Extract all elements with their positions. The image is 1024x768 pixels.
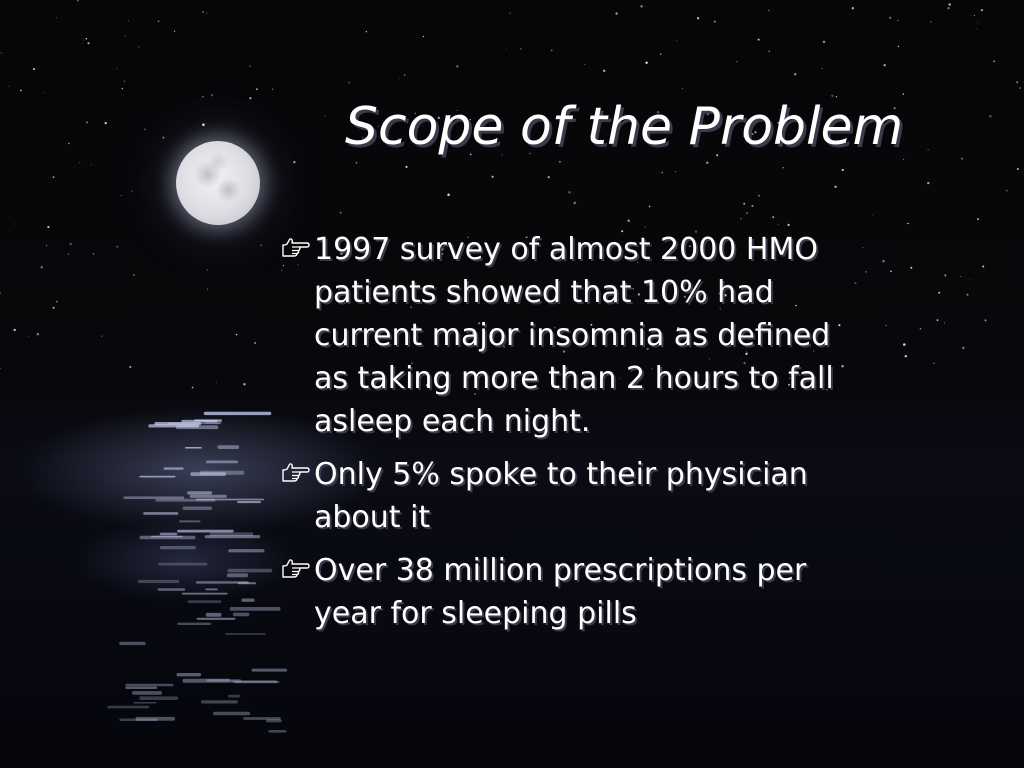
star [144,128,146,130]
star [20,90,22,92]
star [938,292,940,294]
star [87,42,89,44]
moon-reflection-streak [218,445,240,449]
star [56,17,57,18]
moon-reflection-streak [143,512,178,515]
moon-reflection-streak [168,423,220,425]
star [0,292,1,294]
star [356,162,358,164]
star [47,226,49,228]
star [768,10,769,11]
moon-reflection-streak [179,520,201,522]
moon-reflection-streak [188,600,222,603]
star [56,301,57,302]
moon-reflection-streak [139,476,175,478]
star [982,265,984,267]
bullet-line: asleep each night. [314,404,591,439]
star [206,12,207,13]
star [404,74,406,76]
moon-reflection-streak [138,580,180,583]
moon-reflection-streak [252,669,288,672]
star [29,336,30,337]
star [131,191,133,193]
moon-reflection-streak [160,546,196,549]
moon-reflection-streak [194,419,222,421]
star [236,334,238,336]
star [714,21,716,23]
star [40,266,43,269]
star [823,41,825,43]
star [948,3,951,6]
star [927,182,929,184]
moon-reflection-streak [266,719,282,722]
star [603,70,605,72]
star [68,143,70,145]
moon-reflection-streak [133,702,156,704]
moon-reflection-streak [185,447,202,449]
star [981,9,983,11]
star [697,17,699,19]
star [37,333,39,335]
bullet-line: Only 5% spoke to their physician [314,457,808,492]
star [751,205,753,207]
star [676,40,677,41]
star [976,28,977,29]
star [423,36,424,37]
star [366,31,367,32]
moon-reflection-streak [158,588,186,590]
star [202,123,205,126]
star [649,206,651,208]
star [86,121,88,123]
star [769,51,770,52]
star [898,46,899,47]
star [993,61,995,63]
star [872,215,873,216]
moon-reflection-streak [230,680,277,682]
star [192,387,194,389]
star [79,162,80,163]
star [348,82,350,84]
star [256,88,258,90]
bullet-line: 1997 survey of almost 2000 HMO [314,232,818,267]
star [930,21,931,22]
moon-reflection-streak [190,495,227,498]
star [551,49,553,51]
star [128,21,129,22]
star [216,382,217,383]
moon-reflection-streak [228,569,273,573]
moon-reflection-streak [177,530,234,533]
moon-reflection-streak [204,412,271,415]
moon-reflection-streak [201,700,238,703]
pointing-hand-icon [278,549,312,592]
bullet-line: Over 38 million prescriptions per [314,553,807,588]
star [492,176,494,178]
star [33,68,35,70]
moon-reflection-streak [241,599,254,602]
star [93,253,95,255]
star [574,202,576,204]
star [682,88,683,89]
star [692,80,693,81]
star [967,294,969,296]
star [82,43,83,44]
star [778,224,779,225]
star [70,243,72,245]
moon-reflection-streak [196,499,264,501]
moon-reflection-streak [197,618,236,620]
star [645,61,647,63]
bullet-line: about it [314,500,431,535]
star [510,13,511,14]
star [787,224,789,226]
star [897,20,898,21]
moon-reflection-streak [187,491,212,494]
star [1006,190,1007,191]
bullet-list [278,228,938,645]
star [977,218,979,220]
star [9,86,10,87]
bullet-item [278,453,938,539]
bullet-line: current major insomnia as defined [314,318,831,353]
star [758,39,760,41]
moon-reflection-streak [136,717,175,721]
moon-reflection-streak [140,536,196,539]
star [272,89,273,90]
moon-reflection-streak [107,706,149,709]
star [889,17,891,19]
moon-reflection-streak [230,607,281,611]
star [962,347,965,350]
star [13,329,15,331]
star [822,68,823,69]
star [960,276,961,277]
moon-reflection-streak [206,613,222,617]
star [736,61,737,62]
star [249,97,251,99]
star [627,219,629,221]
star [405,166,407,168]
star [86,38,88,40]
moon-reflection-streak [268,730,286,733]
star [985,319,987,321]
star [158,20,160,22]
star [340,212,342,214]
star [1016,81,1018,83]
moon-reflection-streak [205,535,261,538]
star [129,366,131,368]
star [91,164,92,165]
moon-reflection-streak [119,642,145,645]
star [83,39,84,40]
moon-reflection-streak [125,684,173,687]
moon-reflection-streak [190,472,226,476]
star [746,212,747,213]
star [794,73,796,75]
star [116,246,118,248]
star [615,12,617,14]
star [68,253,70,255]
star [121,195,122,196]
moon-reflection-streak [233,613,249,617]
star [211,94,213,96]
moon-reflection-streak [238,582,256,584]
star [53,307,55,309]
star [138,46,140,48]
star [53,176,55,178]
star [944,322,945,323]
star [974,15,975,16]
star [783,167,784,168]
star [101,335,102,336]
moon-reflection-streak [228,695,240,698]
star [548,176,550,178]
star [202,11,204,13]
star [743,203,745,205]
moon-reflection-streak [182,593,228,595]
moon-reflection-streak [164,467,184,469]
star [568,191,571,194]
star [842,169,844,171]
star [506,48,507,49]
star [174,31,175,32]
moon-reflection-streak [139,696,178,700]
star [249,65,250,66]
star [884,64,886,66]
moon-reflection-streak [225,633,266,635]
star [122,88,123,89]
moon-reflection-streak [177,623,211,625]
star [970,279,971,280]
star [14,224,15,225]
star [0,368,1,369]
star [43,92,44,93]
star [46,245,47,246]
moon-reflection-streak [125,687,157,690]
moon-reflection-streak [227,573,248,577]
star [758,195,760,197]
star [456,65,458,67]
moon-reflection-streak [205,589,218,591]
star [772,216,774,218]
moon-reflection-streak [132,691,162,695]
star [852,7,854,9]
star [520,48,521,49]
moon-reflection-streak [123,496,184,499]
star [947,7,949,9]
star [661,172,663,174]
star [105,122,107,124]
moon-image [176,141,260,225]
star [1,52,3,54]
star [399,78,400,79]
slide-title: Scope of the Problem [345,97,904,157]
star [584,64,585,65]
bullet-line: patients showed that 10% had [314,275,774,310]
star [133,274,135,276]
star [162,137,164,139]
moon-reflection-streak [176,425,218,429]
star [77,0,79,2]
star [908,223,909,224]
moon-reflection-streak [177,673,202,676]
star [202,96,204,98]
star [834,186,836,188]
star [124,80,126,82]
star [675,171,676,172]
moon-reflection-streak [228,549,264,552]
bullet-item [278,228,938,443]
star [325,116,326,117]
bullet-item [278,549,938,635]
pointing-hand-icon [278,228,312,271]
star [989,115,992,118]
moon-reflection-streak [183,507,212,511]
pointing-hand-icon [278,453,312,496]
bullet-line: year for sleeping pills [314,596,637,631]
star [1017,168,1019,170]
star [293,161,295,163]
star [977,22,978,23]
star [740,218,741,219]
star [640,5,642,7]
moon-reflection-streak [206,461,238,464]
star [243,383,245,385]
star [944,274,946,276]
star [125,35,126,36]
moon-reflection-streak [160,533,178,536]
star [1019,87,1021,89]
star [206,269,207,270]
star [116,68,117,69]
star [660,53,662,55]
moon-reflection-streak [213,712,250,716]
star [447,194,450,197]
star [207,289,208,290]
moon-reflection-streak [158,563,207,566]
star [260,245,261,246]
moon-reflection-streak [237,501,261,503]
bullet-line: as taking more than 2 hours to fall [314,361,834,396]
star [906,223,907,224]
star [254,342,256,344]
